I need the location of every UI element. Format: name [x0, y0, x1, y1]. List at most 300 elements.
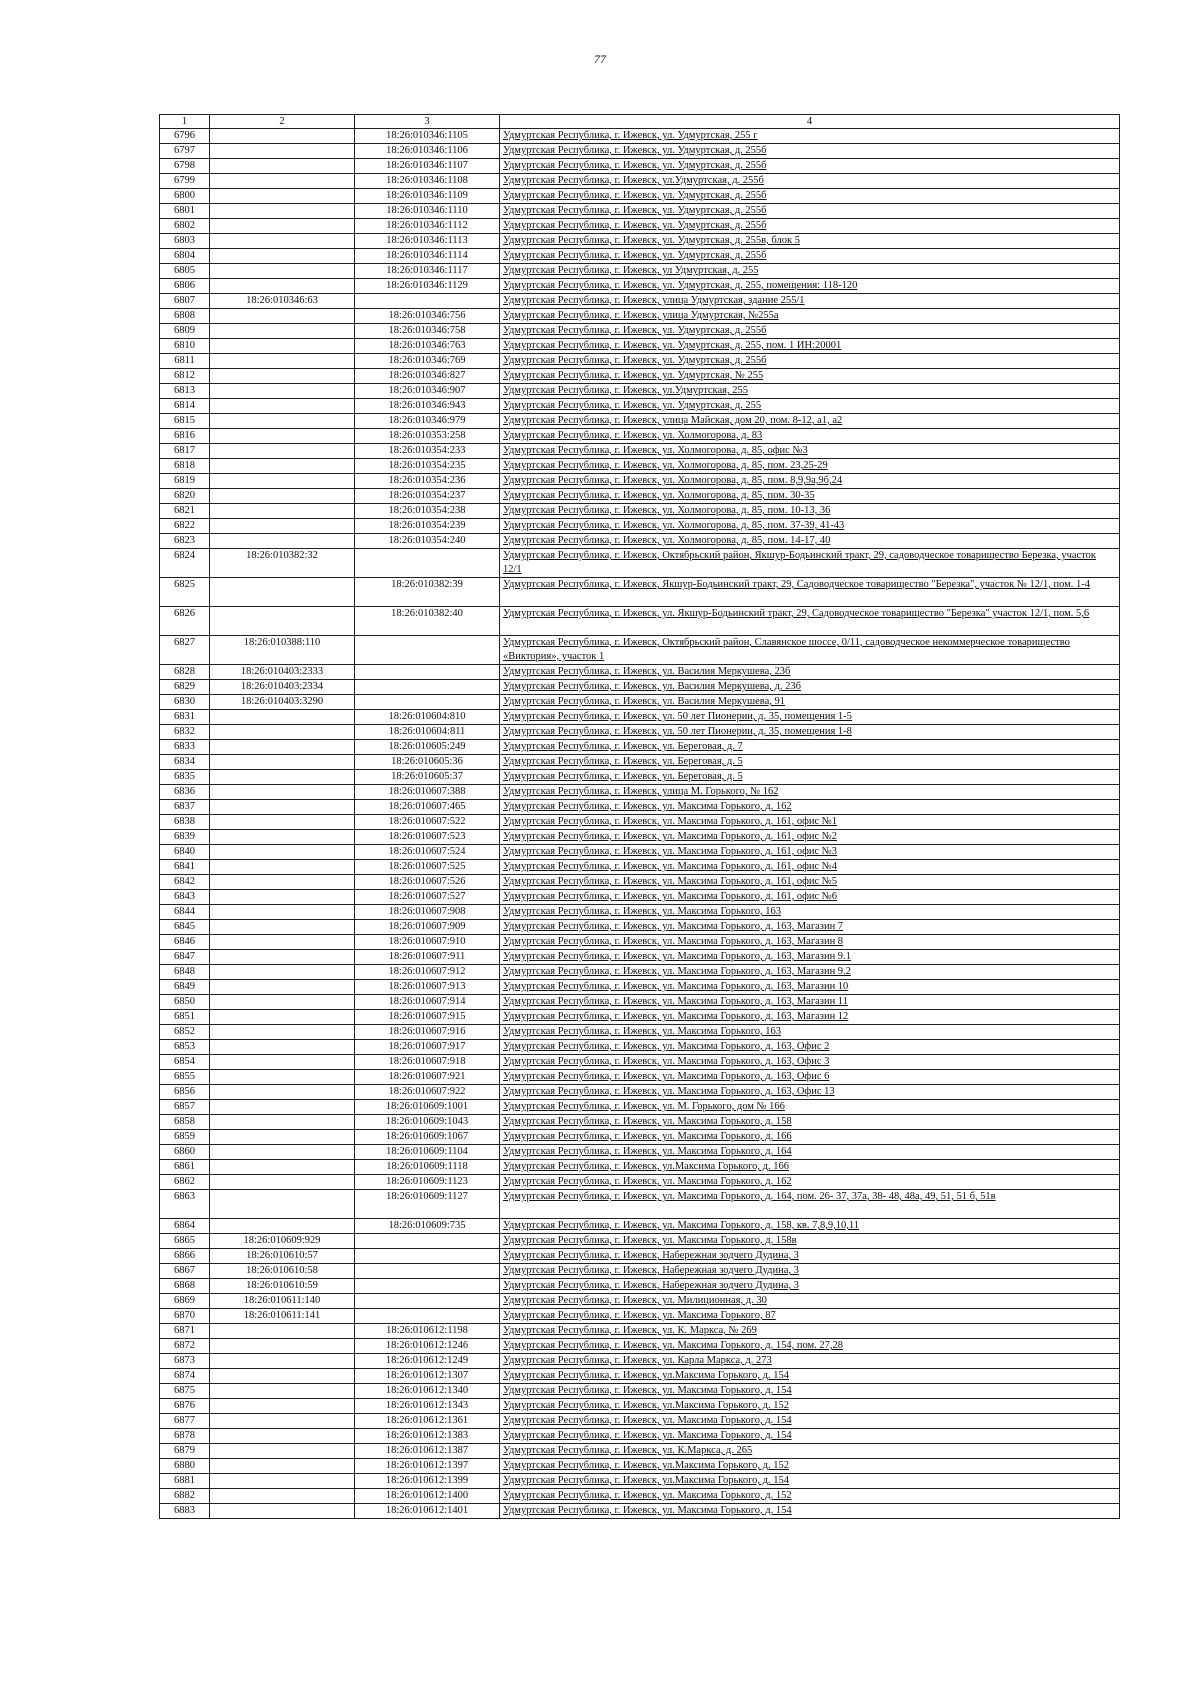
address: Удмуртская Республика, г. Ижевск, улица Майская, дом 20, пом. 8-12, а1, а2: [500, 414, 1120, 429]
parcel-cadastral-number: [210, 414, 355, 429]
parcel-cadastral-number: [210, 935, 355, 950]
address: Удмуртская Республика, г. Ижевск, Октябрьский район, Славянское шоссе, 0/11, садоводческое некоммерческое товарищество «Виктория», участок 1: [500, 636, 1120, 665]
address: Удмуртская Республика, г. Ижевск, Октябрьский район, Якшур-Бодьинский тракт, 29, садоводческое товарищество Березка, участок 12/1: [500, 549, 1120, 578]
object-cadastral-number: 18:26:010612:1343: [355, 1399, 500, 1414]
parcel-cadastral-number: [210, 324, 355, 339]
parcel-cadastral-number: [210, 1145, 355, 1160]
parcel-cadastral-number: [210, 399, 355, 414]
object-cadastral-number: 18:26:010609:1043: [355, 1115, 500, 1130]
table-row: [160, 309, 1120, 324]
object-cadastral-number: 18:26:010346:1114: [355, 249, 500, 264]
table-row: [160, 1489, 1120, 1504]
object-cadastral-number: 18:26:010354:239: [355, 519, 500, 534]
parcel-cadastral-number: [210, 1474, 355, 1489]
parcel-cadastral-number: [210, 830, 355, 845]
table-row: [160, 1414, 1120, 1429]
row-number: 6858: [160, 1115, 210, 1130]
table-row: [160, 1055, 1120, 1070]
address: Удмуртская Республика, г. Ижевск, ул. М. Горького, дом № 166: [500, 1100, 1120, 1115]
address: Удмуртская Республика, г. Ижевск, ул. Максима Горького, д. 166: [500, 1130, 1120, 1145]
row-number: 6875: [160, 1384, 210, 1399]
row-number: 6840: [160, 845, 210, 860]
row-number: 6825: [160, 578, 210, 607]
row-number: 6841: [160, 860, 210, 875]
parcel-cadastral-number: 18:26:010609:929: [210, 1234, 355, 1249]
parcel-cadastral-number: [210, 740, 355, 755]
row-number: 6877: [160, 1414, 210, 1429]
address: Удмуртская Республика, г. Ижевск, ул.Максима Горького, д. 166: [500, 1160, 1120, 1175]
address: Удмуртская Республика, г. Ижевск, улица Удмуртская, здание 255/1: [500, 294, 1120, 309]
parcel-cadastral-number: [210, 1055, 355, 1070]
row-number: 6849: [160, 980, 210, 995]
address: Удмуртская Республика, г. Ижевск, ул. Милиционная, д. 30: [500, 1294, 1120, 1309]
row-number: 6880: [160, 1459, 210, 1474]
table-row: [160, 204, 1120, 219]
object-cadastral-number: 18:26:010612:1397: [355, 1459, 500, 1474]
object-cadastral-number: 18:26:010607:523: [355, 830, 500, 845]
address: Удмуртская Республика, г. Ижевск, ул. Максима Горького, д. 161, офис №2: [500, 830, 1120, 845]
address: Удмуртская Республика, г. Ижевск, ул. Удмуртская, д. 255, помещения: 118-120: [500, 279, 1120, 294]
object-cadastral-number: [355, 636, 500, 665]
object-cadastral-number: 18:26:010607:909: [355, 920, 500, 935]
row-number: 6834: [160, 755, 210, 770]
address: Удмуртская Республика, г. Ижевск, ул. Холмогорова, д. 85, пом. 10-13, 36: [500, 504, 1120, 519]
table-row: [160, 665, 1120, 680]
table-row: [160, 785, 1120, 800]
address: Удмуртская Республика, г. Ижевск, ул. Максима Горького, д. 154: [500, 1414, 1120, 1429]
object-cadastral-number: 18:26:010607:913: [355, 980, 500, 995]
table-row: [160, 905, 1120, 920]
row-number: 6859: [160, 1130, 210, 1145]
row-number: 6826: [160, 607, 210, 636]
row-number: 6865: [160, 1234, 210, 1249]
table-row: [160, 1459, 1120, 1474]
address: Удмуртская Республика, г. Ижевск, ул. Удмуртская, № 255: [500, 369, 1120, 384]
object-cadastral-number: 18:26:010607:918: [355, 1055, 500, 1070]
address: Удмуртская Республика, г. Ижевск, ул. Максима Горького, д. 164, пом. 26- 37, 37а, 38- 48, 48а, 49, 51, 51 б, 51в: [500, 1190, 1120, 1219]
parcel-cadastral-number: [210, 1040, 355, 1055]
table-row: [160, 489, 1120, 504]
row-number: 6804: [160, 249, 210, 264]
object-cadastral-number: 18:26:010354:238: [355, 504, 500, 519]
object-cadastral-number: 18:26:010346:1106: [355, 144, 500, 159]
address: Удмуртская Республика, г. Ижевск, ул. Максима Горького, д. 163, Магазин 12: [500, 1010, 1120, 1025]
address: Удмуртская Республика, г. Ижевск, ул. Максима Горького, д. 161, офис №6: [500, 890, 1120, 905]
parcel-cadastral-number: [210, 1324, 355, 1339]
parcel-cadastral-number: [210, 519, 355, 534]
address: Удмуртская Республика, г. Ижевск, ул. Береговая, д. 5: [500, 770, 1120, 785]
table-row: [160, 890, 1120, 905]
object-cadastral-number: 18:26:010607:911: [355, 950, 500, 965]
table-row: [160, 1384, 1120, 1399]
object-cadastral-number: 18:26:010607:522: [355, 815, 500, 830]
row-number: 6854: [160, 1055, 210, 1070]
parcel-cadastral-number: [210, 1219, 355, 1234]
row-number: 6862: [160, 1175, 210, 1190]
row-number: 6797: [160, 144, 210, 159]
parcel-cadastral-number: [210, 159, 355, 174]
table-row: [160, 740, 1120, 755]
table-row: [160, 414, 1120, 429]
parcel-cadastral-number: [210, 459, 355, 474]
parcel-cadastral-number: [210, 1070, 355, 1085]
parcel-cadastral-number: [210, 1130, 355, 1145]
object-cadastral-number: 18:26:010607:917: [355, 1040, 500, 1055]
parcel-cadastral-number: [210, 578, 355, 607]
parcel-cadastral-number: [210, 1190, 355, 1219]
address: Удмуртская Республика, г. Ижевск, ул. Удмуртская, д. 255в, блок 5: [500, 234, 1120, 249]
table-row: [160, 680, 1120, 695]
row-number: 6806: [160, 279, 210, 294]
address: Удмуртская Республика, г. Ижевск, ул.Удмуртская, д. 255б: [500, 174, 1120, 189]
row-number: 6828: [160, 665, 210, 680]
address: Удмуртская Республика, г. Ижевск, ул. Максима Горького, д. 162: [500, 800, 1120, 815]
object-cadastral-number: 18:26:010346:1129: [355, 279, 500, 294]
row-number: 6844: [160, 905, 210, 920]
table-row: [160, 519, 1120, 534]
parcel-cadastral-number: [210, 264, 355, 279]
table-row: [160, 1190, 1120, 1219]
parcel-cadastral-number: [210, 444, 355, 459]
object-cadastral-number: 18:26:010605:36: [355, 755, 500, 770]
address: Удмуртская Республика, г. Ижевск, ул. Удмуртская, д. 255б: [500, 204, 1120, 219]
parcel-cadastral-number: [210, 369, 355, 384]
parcel-cadastral-number: 18:26:010611:141: [210, 1309, 355, 1324]
address: Удмуртская Республика, г. Ижевск, ул. Максима Горького, д. 158, кв. 7,8,9,10,11: [500, 1219, 1120, 1234]
parcel-cadastral-number: [210, 354, 355, 369]
table-row: [160, 1219, 1120, 1234]
object-cadastral-number: 18:26:010346:1109: [355, 189, 500, 204]
row-number: 6805: [160, 264, 210, 279]
parcel-cadastral-number: [210, 995, 355, 1010]
address: Удмуртская Республика, г. Ижевск, ул. Удмуртская, д. 255б: [500, 354, 1120, 369]
address: Удмуртская Республика, г. Ижевск, ул.Удмуртская, 255: [500, 384, 1120, 399]
row-number: 6801: [160, 204, 210, 219]
table-row: [160, 1100, 1120, 1115]
row-number: 6839: [160, 830, 210, 845]
address: Удмуртская Республика, г. Ижевск, ул. Максима Горького, д. 161, офис №5: [500, 875, 1120, 890]
object-cadastral-number: 18:26:010346:1113: [355, 234, 500, 249]
table-row: [160, 770, 1120, 785]
row-number: 6814: [160, 399, 210, 414]
object-cadastral-number: [355, 1294, 500, 1309]
address: Удмуртская Республика, г. Ижевск, ул. Максима Горького, д. 154: [500, 1504, 1120, 1519]
property-registry-table: [159, 114, 1120, 1519]
row-number: 6881: [160, 1474, 210, 1489]
table-row: [160, 294, 1120, 309]
address: Удмуртская Республика, г. Ижевск, ул Удмуртская, д. 255: [500, 264, 1120, 279]
address: Удмуртская Республика, г. Ижевск, ул. Максима Горького, д. 161, офис №1: [500, 815, 1120, 830]
table-row: [160, 1294, 1120, 1309]
object-cadastral-number: 18:26:010605:249: [355, 740, 500, 755]
row-number: 6798: [160, 159, 210, 174]
address: Удмуртская Республика, г. Ижевск, ул. Максима Горького, д. 158: [500, 1115, 1120, 1130]
parcel-cadastral-number: [210, 474, 355, 489]
parcel-cadastral-number: [210, 920, 355, 935]
table-row: [160, 324, 1120, 339]
address: Удмуртская Республика, г. Ижевск, ул. Максима Горького, д. 163, Магазин 9.2: [500, 965, 1120, 980]
table-row: [160, 860, 1120, 875]
row-number: 6848: [160, 965, 210, 980]
table-row: [160, 875, 1120, 890]
row-number: 6820: [160, 489, 210, 504]
row-number: 6842: [160, 875, 210, 890]
table-row: [160, 474, 1120, 489]
parcel-cadastral-number: [210, 504, 355, 519]
parcel-cadastral-number: [210, 1085, 355, 1100]
object-cadastral-number: 18:26:010612:1400: [355, 1489, 500, 1504]
table-row: [160, 459, 1120, 474]
row-number: 6819: [160, 474, 210, 489]
object-cadastral-number: 18:26:010612:1399: [355, 1474, 500, 1489]
address: Удмуртская Республика, г. Ижевск, ул. Василия Меркушева, 23б: [500, 665, 1120, 680]
table-row: [160, 1160, 1120, 1175]
address: Удмуртская Республика, г. Ижевск, ул. Береговая, д. 5: [500, 755, 1120, 770]
object-cadastral-number: [355, 1234, 500, 1249]
table-row: [160, 1429, 1120, 1444]
row-number: 6802: [160, 219, 210, 234]
table-row: [160, 1279, 1120, 1294]
address: Удмуртская Республика, г. Ижевск, ул. Максима Горького, д. 164: [500, 1145, 1120, 1160]
object-cadastral-number: 18:26:010607:524: [355, 845, 500, 860]
object-cadastral-number: 18:26:010354:237: [355, 489, 500, 504]
parcel-cadastral-number: [210, 309, 355, 324]
table-row: [160, 399, 1120, 414]
row-number: 6852: [160, 1025, 210, 1040]
row-number: 6850: [160, 995, 210, 1010]
parcel-cadastral-number: [210, 1384, 355, 1399]
row-number: 6863: [160, 1190, 210, 1219]
row-number: 6835: [160, 770, 210, 785]
parcel-cadastral-number: [210, 234, 355, 249]
address: Удмуртская Республика, г. Ижевск, ул. Холмогорова, д. 85, пом. 37-39, 41-43: [500, 519, 1120, 534]
table-row: [160, 1010, 1120, 1025]
row-number: 6870: [160, 1309, 210, 1324]
object-cadastral-number: [355, 294, 500, 309]
object-cadastral-number: 18:26:010607:916: [355, 1025, 500, 1040]
parcel-cadastral-number: [210, 607, 355, 636]
parcel-cadastral-number: [210, 534, 355, 549]
page-number: 77: [594, 52, 606, 66]
row-number: 6809: [160, 324, 210, 339]
parcel-cadastral-number: [210, 965, 355, 980]
row-number: 6872: [160, 1339, 210, 1354]
object-cadastral-number: 18:26:010346:756: [355, 309, 500, 324]
parcel-cadastral-number: [210, 905, 355, 920]
address: Удмуртская Республика, г. Ижевск, ул. Максима Горького, д. 158в: [500, 1234, 1120, 1249]
object-cadastral-number: 18:26:010607:915: [355, 1010, 500, 1025]
parcel-cadastral-number: 18:26:010611:140: [210, 1294, 355, 1309]
parcel-cadastral-number: 18:26:010382:32: [210, 549, 355, 578]
parcel-cadastral-number: [210, 980, 355, 995]
address: Удмуртская Республика, г. Ижевск, ул. К. Маркса, № 269: [500, 1324, 1120, 1339]
address: Удмуртская Республика, г. Ижевск, Набережная зодчего Дудина, 3: [500, 1279, 1120, 1294]
row-number: 6846: [160, 935, 210, 950]
address: Удмуртская Республика, г. Ижевск, ул. Максима Горького, 87: [500, 1309, 1120, 1324]
row-number: 6807: [160, 294, 210, 309]
object-cadastral-number: [355, 665, 500, 680]
column-header-2: 2: [210, 115, 355, 129]
object-cadastral-number: 18:26:010346:769: [355, 354, 500, 369]
table-row: [160, 1369, 1120, 1384]
row-number: 6823: [160, 534, 210, 549]
parcel-cadastral-number: [210, 489, 355, 504]
object-cadastral-number: 18:26:010607:908: [355, 905, 500, 920]
table-row: [160, 354, 1120, 369]
address: Удмуртская Республика, г. Ижевск, ул. Максима Горького, д. 152: [500, 1489, 1120, 1504]
address: Удмуртская Республика, г. Ижевск, Набережная зодчего Дудина, 3: [500, 1264, 1120, 1279]
parcel-cadastral-number: [210, 219, 355, 234]
row-number: 6813: [160, 384, 210, 399]
object-cadastral-number: 18:26:010607:912: [355, 965, 500, 980]
address: Удмуртская Республика, г. Ижевск, ул. Холмогорова, д. 85, пом. 14-17, 40: [500, 534, 1120, 549]
address: Удмуртская Республика, г. Ижевск, ул. Удмуртская, 255 г: [500, 129, 1120, 144]
address: Удмуртская Республика, г. Ижевск, ул. Максима Горького, 163: [500, 1025, 1120, 1040]
address: Удмуртская Республика, г. Ижевск, ул.Максима Горького, д. 152: [500, 1459, 1120, 1474]
parcel-cadastral-number: [210, 1459, 355, 1474]
table-row: [160, 755, 1120, 770]
table-row: [160, 1399, 1120, 1414]
table-row: [160, 369, 1120, 384]
table-row: [160, 1504, 1120, 1519]
parcel-cadastral-number: [210, 1115, 355, 1130]
object-cadastral-number: 18:26:010607:388: [355, 785, 500, 800]
object-cadastral-number: 18:26:010612:1383: [355, 1429, 500, 1444]
table-row: [160, 995, 1120, 1010]
row-number: 6827: [160, 636, 210, 665]
row-number: 6822: [160, 519, 210, 534]
table-row: [160, 249, 1120, 264]
parcel-cadastral-number: [210, 890, 355, 905]
table-row: [160, 1115, 1120, 1130]
parcel-cadastral-number: [210, 279, 355, 294]
address: Удмуртская Республика, г. Ижевск, ул. Максима Горького, д. 163, Офис 2: [500, 1040, 1120, 1055]
address: Удмуртская Республика, г. Ижевск, ул. Максима Горького, д. 154, пом. 27,28: [500, 1339, 1120, 1354]
row-number: 6874: [160, 1369, 210, 1384]
object-cadastral-number: [355, 549, 500, 578]
parcel-cadastral-number: 18:26:010610:59: [210, 1279, 355, 1294]
table-row: [160, 607, 1120, 636]
parcel-cadastral-number: [210, 1399, 355, 1414]
table-row: [160, 1234, 1120, 1249]
row-number: 6816: [160, 429, 210, 444]
row-number: 6856: [160, 1085, 210, 1100]
object-cadastral-number: 18:26:010612:1307: [355, 1369, 500, 1384]
row-number: 6866: [160, 1249, 210, 1264]
row-number: 6847: [160, 950, 210, 965]
row-number: 6873: [160, 1354, 210, 1369]
address: Удмуртская Республика, г. Ижевск, Якшур-Бодьинский тракт, 29, Садоводческое товарищество "Березка", участок № 12/1, пом. 1-4: [500, 578, 1120, 607]
table-row: [160, 534, 1120, 549]
row-number: 6833: [160, 740, 210, 755]
row-number: 6845: [160, 920, 210, 935]
row-number: 6831: [160, 710, 210, 725]
parcel-cadastral-number: 18:26:010610:58: [210, 1264, 355, 1279]
parcel-cadastral-number: [210, 1354, 355, 1369]
parcel-cadastral-number: [210, 1175, 355, 1190]
table-row: [160, 1249, 1120, 1264]
address: Удмуртская Республика, г. Ижевск, ул. Удмуртская, д. 255б: [500, 219, 1120, 234]
table-row: [160, 144, 1120, 159]
table-row: [160, 444, 1120, 459]
object-cadastral-number: 18:26:010609:1104: [355, 1145, 500, 1160]
object-cadastral-number: 18:26:010607:921: [355, 1070, 500, 1085]
table-row: [160, 339, 1120, 354]
parcel-cadastral-number: [210, 755, 355, 770]
row-number: 6878: [160, 1429, 210, 1444]
object-cadastral-number: 18:26:010612:1361: [355, 1414, 500, 1429]
row-number: 6803: [160, 234, 210, 249]
object-cadastral-number: 18:26:010354:235: [355, 459, 500, 474]
row-number: 6810: [160, 339, 210, 354]
table-row: [160, 189, 1120, 204]
object-cadastral-number: 18:26:010353:258: [355, 429, 500, 444]
row-number: 6817: [160, 444, 210, 459]
object-cadastral-number: 18:26:010609:1127: [355, 1190, 500, 1219]
table-row: [160, 1025, 1120, 1040]
parcel-cadastral-number: 18:26:010403:2333: [210, 665, 355, 680]
object-cadastral-number: [355, 1264, 500, 1279]
parcel-cadastral-number: [210, 950, 355, 965]
table-row: [160, 1339, 1120, 1354]
column-header-1: 1: [160, 115, 210, 129]
table-row: [160, 980, 1120, 995]
row-number: 6815: [160, 414, 210, 429]
object-cadastral-number: 18:26:010609:1001: [355, 1100, 500, 1115]
table-row: [160, 264, 1120, 279]
table-row: [160, 129, 1120, 144]
object-cadastral-number: 18:26:010354:233: [355, 444, 500, 459]
row-number: 6838: [160, 815, 210, 830]
object-cadastral-number: [355, 1249, 500, 1264]
parcel-cadastral-number: [210, 875, 355, 890]
address: Удмуртская Республика, г. Ижевск, ул. Холмогорова, д. 85, пом. 30-35: [500, 489, 1120, 504]
row-number: 6832: [160, 725, 210, 740]
table-row: [160, 279, 1120, 294]
object-cadastral-number: 18:26:010354:236: [355, 474, 500, 489]
column-header-4: 4: [500, 115, 1120, 129]
address: Удмуртская Республика, г. Ижевск, ул. Карла Маркса, д. 273: [500, 1354, 1120, 1369]
table-row: [160, 1264, 1120, 1279]
row-number: 6860: [160, 1145, 210, 1160]
parcel-cadastral-number: [210, 785, 355, 800]
object-cadastral-number: 18:26:010604:810: [355, 710, 500, 725]
row-number: 6808: [160, 309, 210, 324]
table-row: [160, 1145, 1120, 1160]
table-row: [160, 1309, 1120, 1324]
parcel-cadastral-number: [210, 725, 355, 740]
parcel-cadastral-number: 18:26:010346:63: [210, 294, 355, 309]
object-cadastral-number: [355, 1279, 500, 1294]
table-row: [160, 845, 1120, 860]
row-number: 6811: [160, 354, 210, 369]
table-row: [160, 920, 1120, 935]
table-row: [160, 800, 1120, 815]
table-row: [160, 965, 1120, 980]
address: Удмуртская Республика, г. Ижевск, ул. Удмуртская, д. 255б: [500, 324, 1120, 339]
table-row: [160, 1130, 1120, 1145]
row-number: 6836: [160, 785, 210, 800]
object-cadastral-number: 18:26:010346:1108: [355, 174, 500, 189]
row-number: 6867: [160, 1264, 210, 1279]
parcel-cadastral-number: [210, 1369, 355, 1384]
row-number: 6868: [160, 1279, 210, 1294]
address: Удмуртская Республика, г. Ижевск, ул. 50 лет Пионерии, д. 35, помещения 1-8: [500, 725, 1120, 740]
row-number: 6882: [160, 1489, 210, 1504]
table-row: [160, 174, 1120, 189]
address: Удмуртская Республика, г. Ижевск, ул. Василия Меркушева, д. 23б: [500, 680, 1120, 695]
table-row: [160, 549, 1120, 578]
